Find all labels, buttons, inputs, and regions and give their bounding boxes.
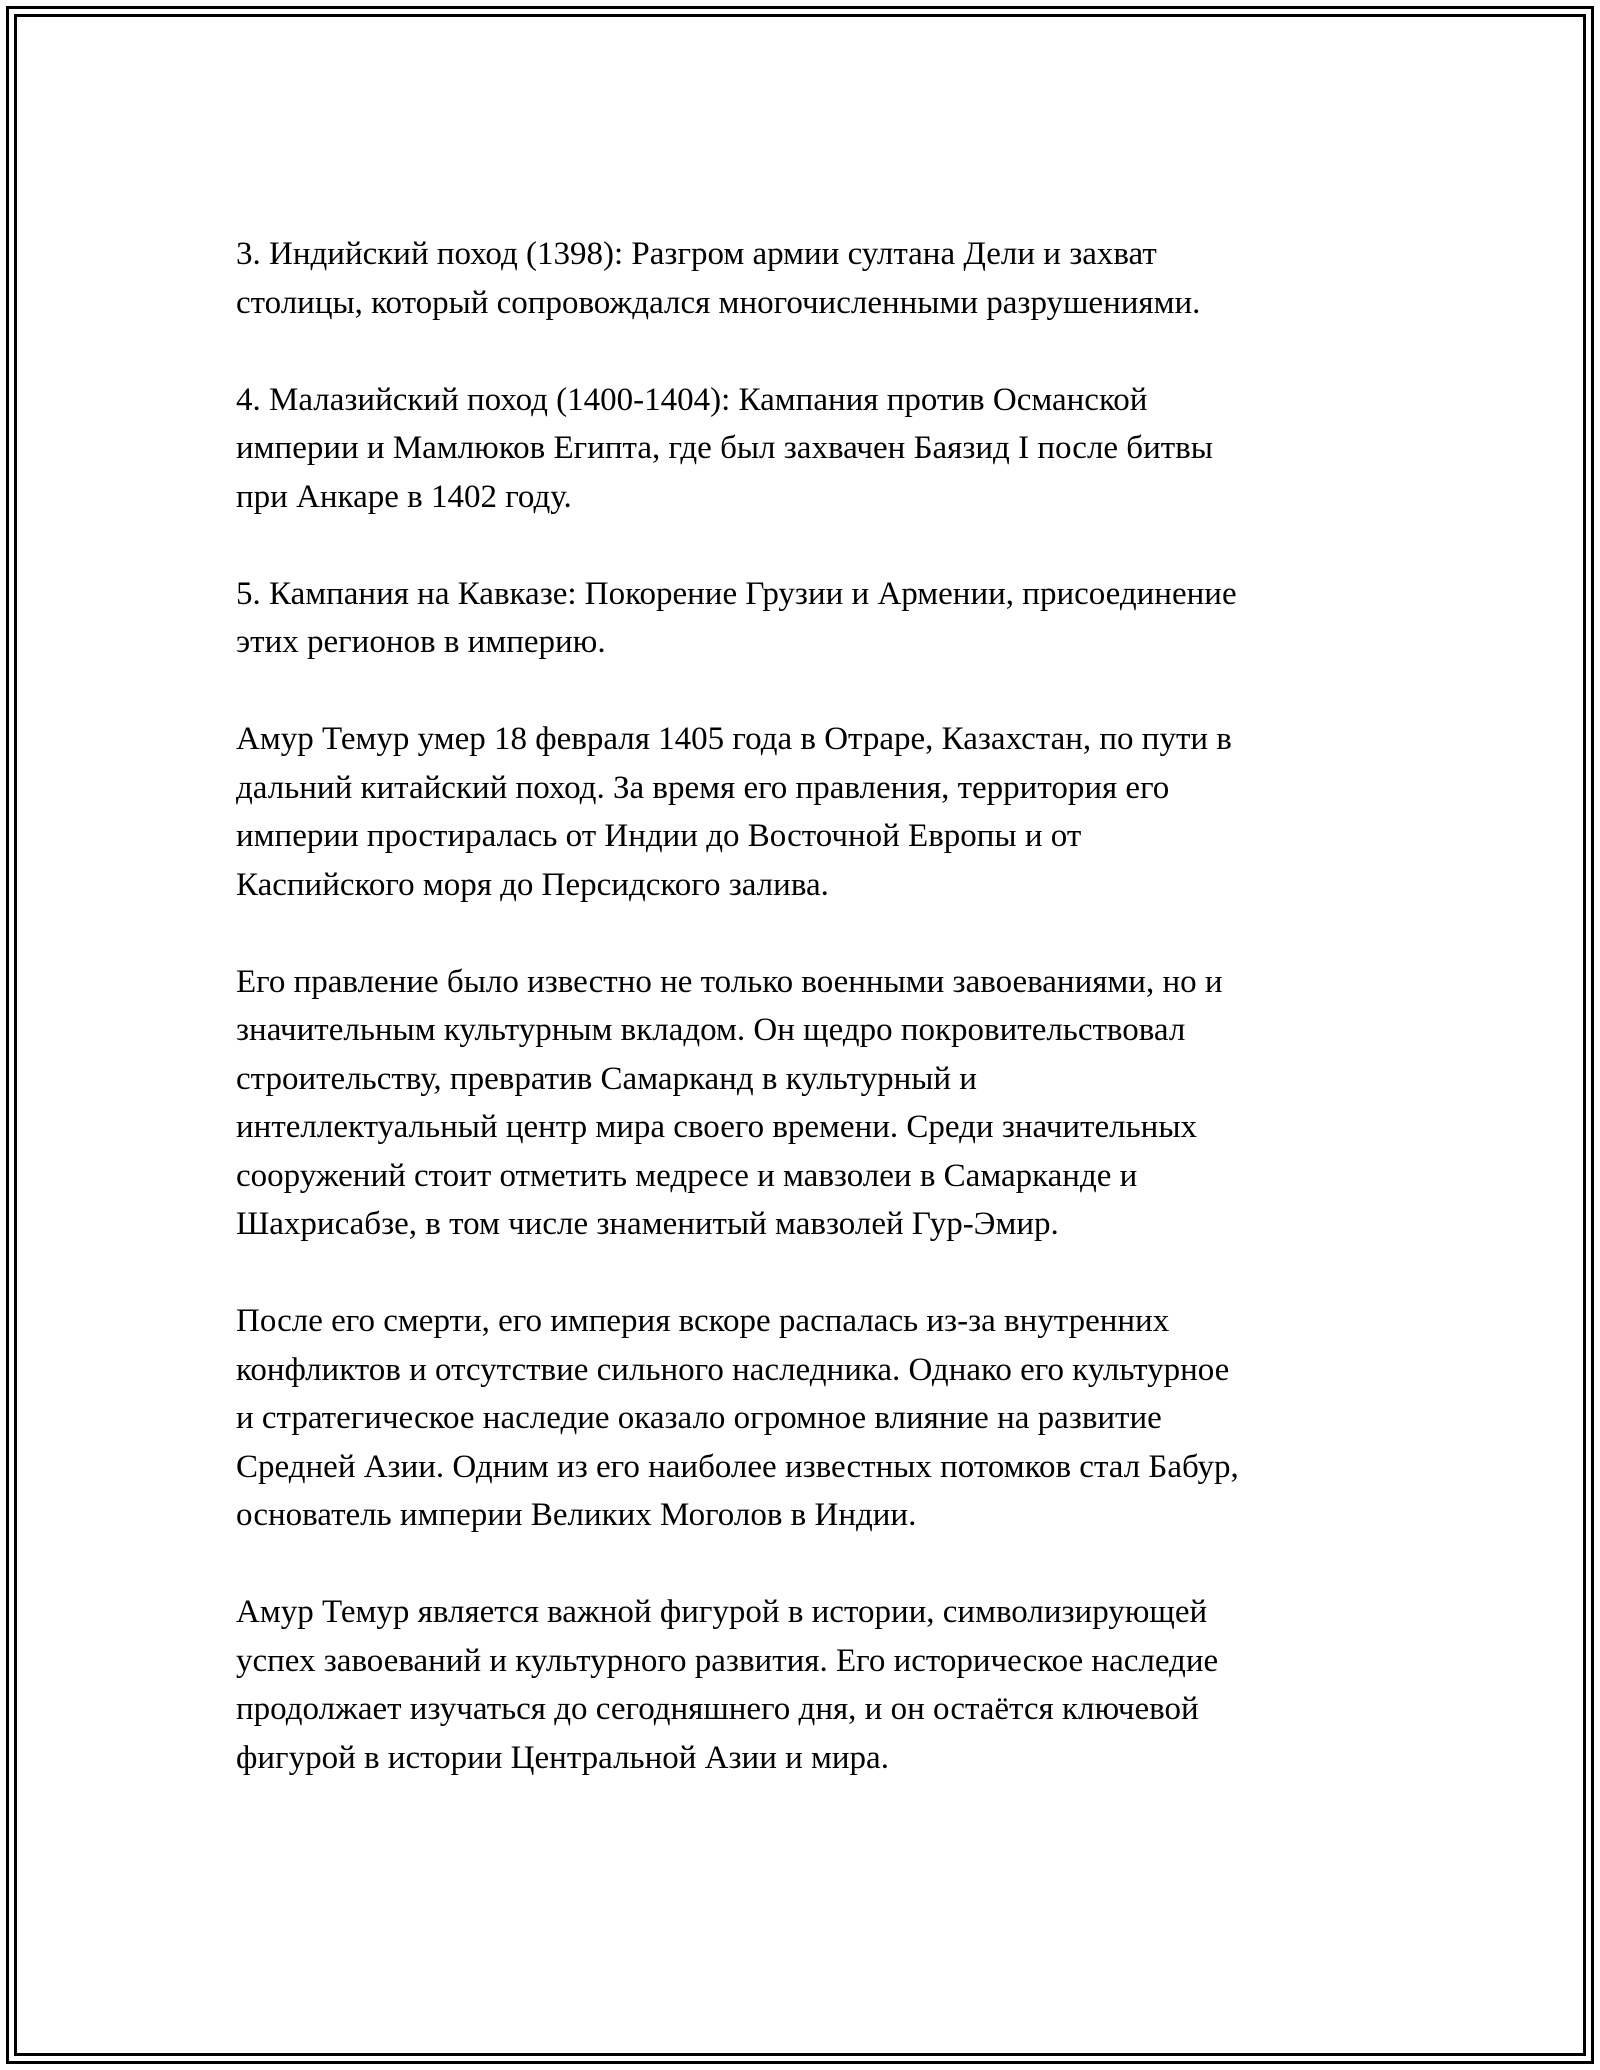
text-line: продолжает изучаться до сегодняшнего дня, и он остаётся ключевой <box>236 1691 1199 1727</box>
text-line: значительным культурным вкладом. Он щедро покровительствовал <box>236 1012 1186 1048</box>
text-line: 5. Кампания на Кавказе: Покорение Грузии и Армении, присоединение <box>236 575 1237 612</box>
paragraph-malaysian-campaign <box>236 376 1376 522</box>
text-line: 4. Малазийский поход (1400-1404): Кампания против Османской <box>236 381 1148 418</box>
text-line: этих регионов в империю. <box>236 624 606 660</box>
text-line: 3. Индийский поход (1398): Разгром армии султана Дели и захват <box>236 236 1157 272</box>
text-line: империи и Мамлюков Египта, где был захвачен Баязид I после битвы <box>236 430 1213 466</box>
text-line: Средней Азии. Одним из его наиболее известных потомков стал Бабур, <box>236 1448 1239 1485</box>
text-line: при Анкаре в 1402 году. <box>236 478 572 515</box>
text-line: После его смерти, его империя вскоре распалась из-за внутренних <box>236 1303 1170 1339</box>
text-line: Амур Темур является важной фигурой в истории, символизирующей <box>236 1594 1208 1630</box>
paragraph-legacy <box>236 1297 1376 1540</box>
text-line: строительству, превратив Самарканд в культурный и <box>236 1060 977 1097</box>
paragraph-indian-campaign <box>236 230 1376 327</box>
paragraph-death <box>236 715 1376 909</box>
text-line: конфликтов и отсутствие сильного наследника. Однако его культурное <box>236 1351 1230 1388</box>
text-line: империи простиралась от Индии до Восточной Европы и от <box>236 818 1082 854</box>
text-line: Его правление было известно не только военными завоеваниями, но и <box>236 963 1223 1000</box>
text-line: Шахрисабзе, в том числе знаменитый мавзолей Гур-Эмир. <box>236 1206 1059 1242</box>
text-line: основатель империи Великих Моголов в Индии. <box>236 1497 917 1533</box>
text-line: интеллектуальный центр мира своего времени. Среди значительных <box>236 1109 1198 1145</box>
text-line: и стратегическое наследие оказало огромное влияние на развитие <box>236 1400 1162 1436</box>
document-body <box>236 230 1376 1831</box>
text-line: столицы, который сопровождался многочисленными разрушениями. <box>236 284 1201 321</box>
text-line: сооружений стоит отметить медресе и мавзолеи в Самарканде и <box>236 1157 1138 1194</box>
text-line: успех завоеваний и культурного развития. Его историческое наследие <box>236 1642 1219 1679</box>
paragraph-conclusion <box>236 1588 1376 1782</box>
paragraph-caucasus-campaign <box>236 570 1376 667</box>
text-line: Каспийского моря до Персидского залива. <box>236 866 829 903</box>
text-line: Амур Темур умер 18 февраля 1405 года в Отраре, Казахстан, по пути в <box>236 721 1232 757</box>
text-line: дальний китайский поход. За время его правления, территория его <box>236 769 1170 806</box>
paragraph-cultural-contribution <box>236 958 1376 1249</box>
text-line: фигурой в истории Центральной Азии и мира. <box>236 1739 889 1776</box>
